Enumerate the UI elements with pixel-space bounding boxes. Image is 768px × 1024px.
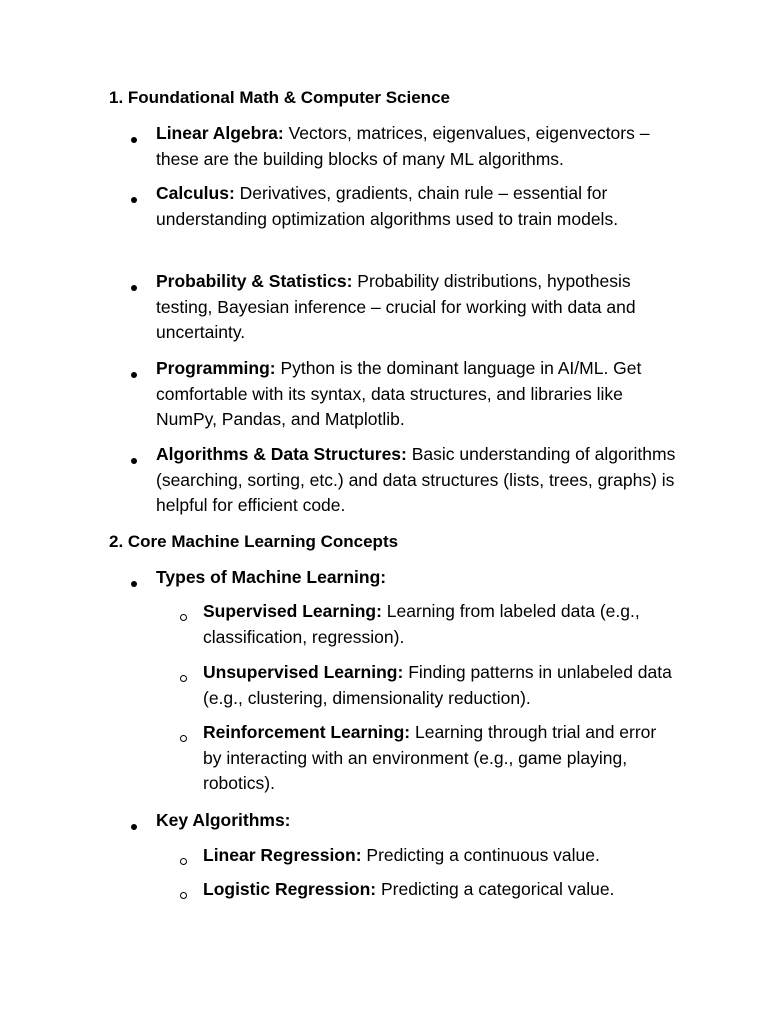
item-text: Predicting a categorical value. xyxy=(376,879,615,899)
item-term: Reinforcement Learning: xyxy=(203,722,411,742)
item-text: Basic understanding of algorithms (searching, sorting, etc.) and data structures (lists, trees, graphs) is helpful for efficient code. xyxy=(156,444,676,515)
list-item-linear-algebra xyxy=(156,121,676,172)
item-text: Vectors, matrices, eigenvalues, eigenvectors – these are the building blocks of many ML algorithms. xyxy=(156,123,650,169)
item-term: Unsupervised Learning: xyxy=(203,662,404,682)
item-term: Key Algorithms: xyxy=(156,810,291,830)
item-term: Calculus: xyxy=(156,183,235,203)
bullet-circle-icon xyxy=(180,892,187,899)
section-heading-foundational: 1. Foundational Math & Computer Science xyxy=(109,88,450,107)
bullet-disc-icon xyxy=(131,824,137,830)
sub-item-supervised-learning xyxy=(203,599,673,650)
item-term: Logistic Regression: xyxy=(203,879,377,899)
item-term: Algorithms & Data Structures: xyxy=(156,444,407,464)
bullet-disc-icon xyxy=(131,372,137,378)
bullet-disc-icon xyxy=(131,285,137,291)
bullet-disc-icon xyxy=(131,458,137,464)
section-heading-core-ml: 2. Core Machine Learning Concepts xyxy=(109,532,399,551)
sub-item-linear-regression xyxy=(203,843,673,869)
item-term: Linear Regression: xyxy=(203,845,362,865)
item-text: Learning through trial and error by interacting with an environment (e.g., game playing, robotics). xyxy=(203,722,657,793)
item-term: Linear Algebra: xyxy=(156,123,284,143)
item-term: Probability & Statistics: xyxy=(156,271,353,291)
item-term: Types of Machine Learning: xyxy=(156,567,387,587)
list-item-types-of-ml xyxy=(156,565,676,591)
bullet-circle-icon xyxy=(180,614,187,621)
list-item-key-algorithms xyxy=(156,808,676,834)
list-item-programming xyxy=(156,356,676,433)
bullet-disc-icon xyxy=(131,137,137,143)
sub-item-reinforcement-learning xyxy=(203,720,673,797)
list-item-algorithms-data-structures xyxy=(156,442,676,519)
bullet-circle-icon xyxy=(180,858,187,865)
bullet-circle-icon xyxy=(180,675,187,682)
bullet-disc-icon xyxy=(131,581,137,587)
item-term: Programming: xyxy=(156,358,276,378)
item-text: Finding patterns in unlabeled data (e.g., clustering, dimensionality reduction). xyxy=(203,662,672,708)
list-item-probability-statistics xyxy=(156,269,676,346)
sub-item-unsupervised-learning xyxy=(203,660,673,711)
item-term: Supervised Learning: xyxy=(203,601,382,621)
item-text: Derivatives, gradients, chain rule – essential for understanding optimization algorithms used to train models. xyxy=(156,183,619,229)
item-text: Predicting a continuous value. xyxy=(361,845,600,865)
list-item-calculus xyxy=(156,181,676,232)
bullet-circle-icon xyxy=(180,735,187,742)
sub-item-logistic-regression xyxy=(203,877,673,903)
item-text: Learning from labeled data (e.g., classification, regression). xyxy=(203,601,640,647)
item-text: Python is the dominant language in AI/ML. Get comfortable with its syntax, data structures, and libraries like NumPy, Pandas, and Matplotlib. xyxy=(156,358,642,429)
item-text: Probability distributions, hypothesis testing, Bayesian inference – crucial for working with data and uncertainty. xyxy=(156,271,636,342)
bullet-disc-icon xyxy=(131,197,137,203)
